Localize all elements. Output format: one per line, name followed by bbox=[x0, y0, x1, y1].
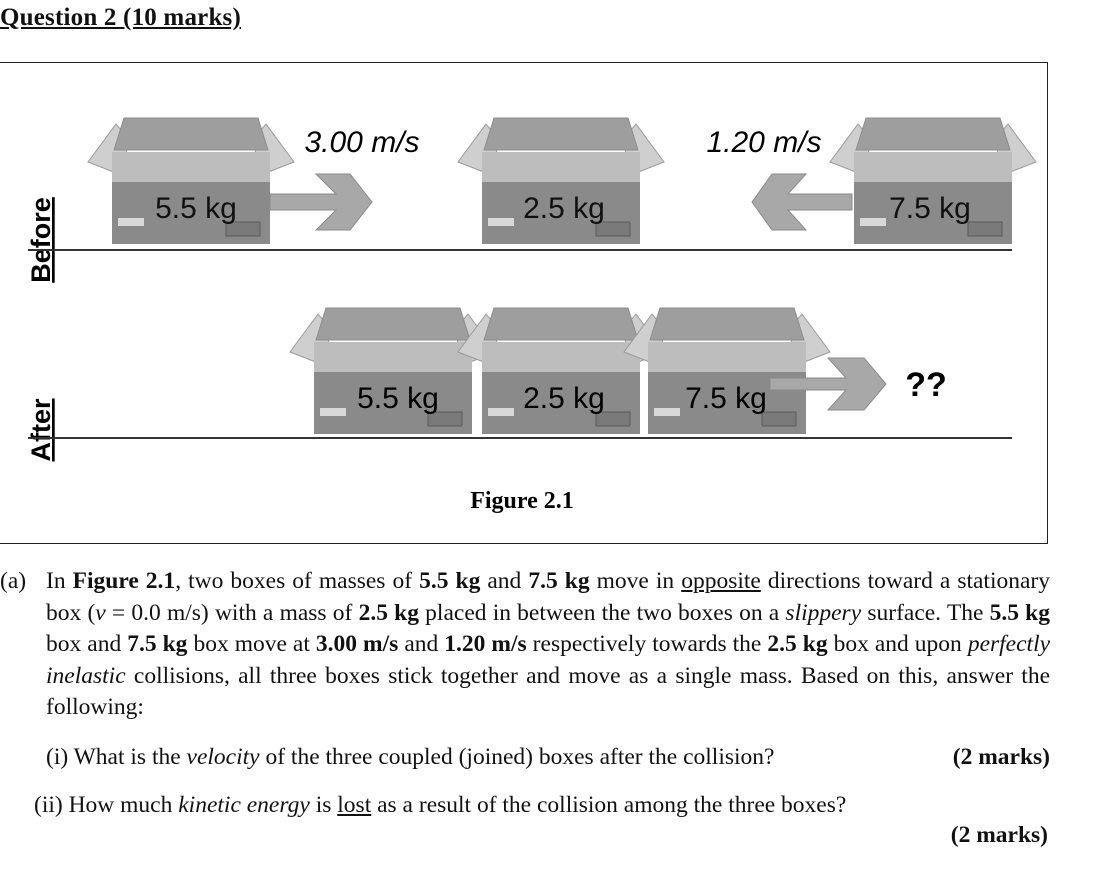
box-after-3-label: 7.5 kg bbox=[685, 382, 767, 415]
speed-left-label: 3.00 m/s bbox=[304, 126, 420, 159]
arrow-right-before bbox=[270, 174, 372, 230]
question-title: Question 2 (10 marks) bbox=[0, 4, 242, 31]
speed-right-label: 1.20 m/s bbox=[706, 126, 822, 159]
question-i-marks: (2 marks) bbox=[952, 744, 1050, 770]
box-before-left bbox=[88, 118, 294, 244]
box-after-1-label: 5.5 kg bbox=[357, 382, 439, 415]
figure-2-1 bbox=[0, 62, 1048, 544]
before-label bbox=[26, 197, 56, 283]
arrow-left-before bbox=[752, 174, 852, 230]
box-before-left-label: 5.5 kg bbox=[155, 192, 237, 225]
box-after-1 bbox=[290, 308, 496, 434]
after-label-text: After bbox=[26, 398, 56, 462]
part-a-label: (a) bbox=[0, 568, 27, 594]
after-label bbox=[26, 398, 56, 461]
box-after-2-label: 2.5 kg bbox=[523, 382, 605, 415]
box-after-2 bbox=[458, 308, 664, 434]
question-ii: (ii) How much kinetic energy is lost as a result of the collision among the three boxes? bbox=[34, 792, 847, 818]
part-a-text: In Figure 2.1, two boxes of masses of 5.5 kg and 7.5 kg move in opposite directions toward a stationary box (v = 0.0 m/s) with a mass of 2.5 kg placed in between the two boxes on a slippery surface. The 5.5 kg box and 7.5 kg box move at 3.00 m/s and 1.20 m/s respectively towards the 2.5 kg box and upon perfectly inelastic collisions, all three boxes stick together and move as a single mass. Based on this, answer the following: bbox=[46, 568, 1051, 720]
question-i: (i) What is the velocity of the three coupled (joined) boxes after the collision? (2 marks) bbox=[46, 742, 1050, 774]
figure-caption: Figure 2.1 bbox=[470, 488, 574, 514]
unknown-velocity: ?? bbox=[905, 366, 947, 404]
box-before-right bbox=[830, 118, 1036, 244]
box-after-3 bbox=[624, 308, 830, 434]
box-before-right-label: 7.5 kg bbox=[889, 192, 971, 225]
question-ii-marks: (2 marks) bbox=[950, 822, 1048, 848]
box-before-middle-label: 2.5 kg bbox=[523, 192, 605, 225]
before-label-text: Before bbox=[26, 197, 56, 283]
box-before-middle bbox=[458, 118, 664, 244]
